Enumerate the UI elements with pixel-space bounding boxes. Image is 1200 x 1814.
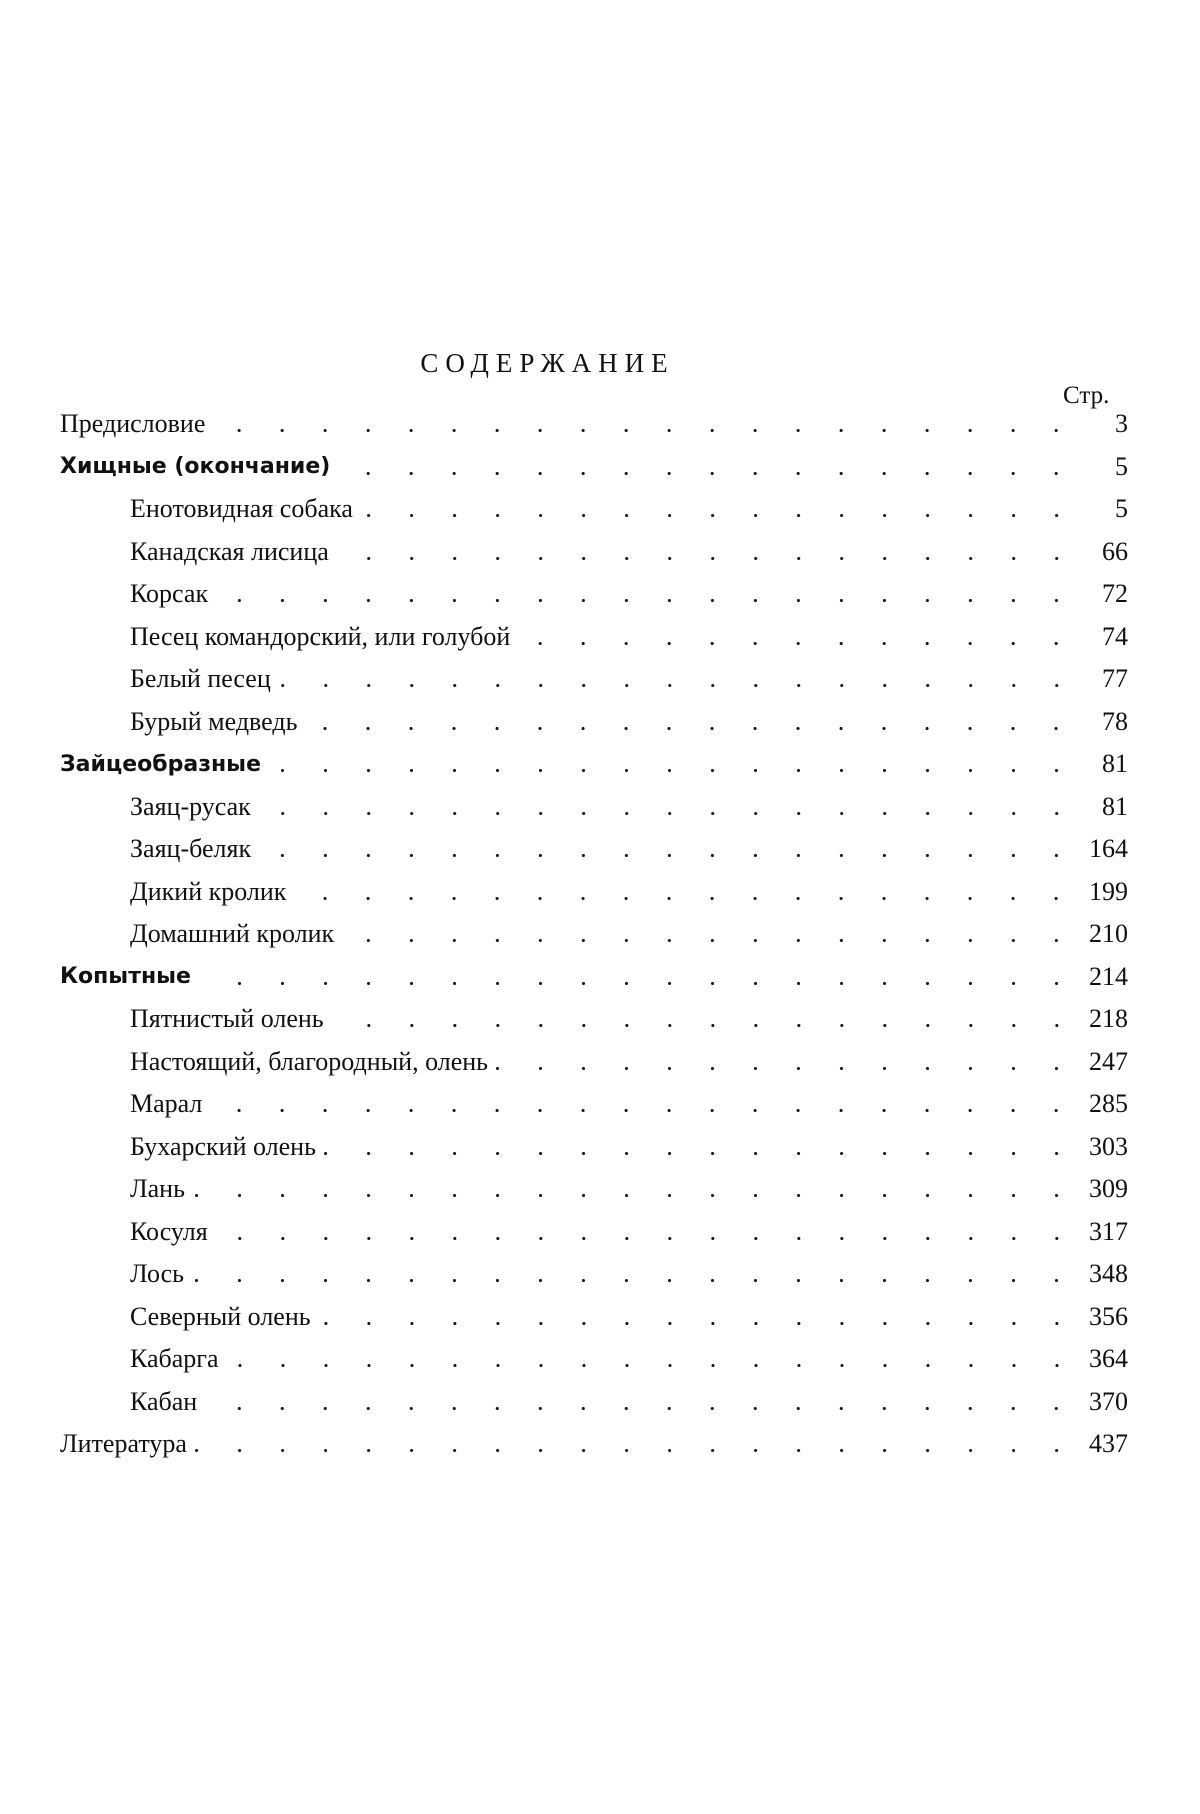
toc-entry (60, 998, 1128, 1041)
dot-leader (361, 488, 1078, 531)
dot-leader (210, 1083, 1078, 1126)
toc-entry-label: Кабан (60, 1387, 205, 1417)
toc-entry-page-number: 5 (1078, 494, 1128, 524)
toc-entry-label: Домашний кролик (60, 919, 342, 949)
dot-leader (269, 743, 1078, 786)
toc-entry-label: Канадская лисица (60, 537, 337, 567)
toc-entry-label: Бурый медведь (60, 707, 305, 737)
dot-leader (227, 1338, 1078, 1381)
dot-leader (199, 956, 1078, 999)
toc-entry (60, 531, 1128, 574)
dot-leader (213, 403, 1078, 446)
toc-entry-label: Настоящий, благородный, олень (60, 1047, 496, 1077)
dot-leader (338, 446, 1078, 489)
toc-entry-page-number: 370 (1078, 1387, 1128, 1417)
toc-entry (60, 1041, 1128, 1084)
toc-entry-page-number: 218 (1078, 1004, 1128, 1034)
toc-entry-page-number: 66 (1078, 537, 1128, 567)
toc-entry-label: Песец командорский, или голубой (60, 622, 518, 652)
toc-entry-page-number: 81 (1078, 749, 1128, 779)
dot-leader (337, 531, 1078, 574)
dot-leader (332, 998, 1078, 1041)
dot-leader (496, 1041, 1078, 1084)
dot-leader (259, 828, 1078, 871)
toc-entry-page-number: 210 (1078, 919, 1128, 949)
toc-entry-label: Пятнистый олень (60, 1004, 332, 1034)
dot-leader (192, 1253, 1078, 1296)
dot-leader (324, 1126, 1078, 1169)
toc-entry-label: Предисловие (60, 409, 213, 439)
toc-entry (60, 1381, 1128, 1424)
toc-entry (60, 403, 1128, 446)
dot-leader (205, 1381, 1078, 1424)
toc-entry-label: Хищные (окончание) (60, 454, 338, 479)
toc-entry-page-number: 317 (1078, 1217, 1128, 1247)
toc-entry (60, 1126, 1128, 1169)
toc-entry-page-number: 348 (1078, 1259, 1128, 1289)
toc-entry (60, 488, 1128, 531)
toc-entry (60, 573, 1128, 616)
toc-entry-label: Лань (60, 1174, 193, 1204)
toc-entry (60, 701, 1128, 744)
toc-entry-page-number: 247 (1078, 1047, 1128, 1077)
toc-entry-page-number: 74 (1078, 622, 1128, 652)
dot-leader (259, 786, 1078, 829)
toc-entry (60, 786, 1128, 829)
toc-entry (60, 1296, 1128, 1339)
toc-entry-page-number: 3 (1078, 409, 1128, 439)
toc-entry (60, 658, 1128, 701)
toc-entry (60, 1083, 1128, 1126)
toc-entry-page-number: 72 (1078, 579, 1128, 609)
toc-entry (60, 956, 1128, 999)
toc-entry (60, 1168, 1128, 1211)
toc-entry (60, 1423, 1128, 1466)
toc-entry-page-number: 199 (1078, 877, 1128, 907)
toc-entry (60, 1253, 1128, 1296)
toc-entry-page-number: 437 (1078, 1429, 1128, 1459)
toc-entry-label: Заяц-русак (60, 792, 259, 822)
toc-entry-page-number: 364 (1078, 1344, 1128, 1374)
dot-leader (342, 913, 1078, 956)
dot-leader (279, 658, 1078, 701)
toc-entry-label: Заяц-беляк (60, 834, 259, 864)
toc-entry-label: Корсак (60, 579, 216, 609)
dot-leader (193, 1168, 1078, 1211)
toc-entry-page-number: 78 (1078, 707, 1128, 737)
dot-leader (518, 616, 1078, 659)
dot-leader (216, 1211, 1078, 1254)
toc-entry-label: Зайцеобразные (60, 752, 269, 777)
toc-entry-label: Лось (60, 1259, 192, 1289)
toc-entry (60, 871, 1128, 914)
toc-entry-page-number: 81 (1078, 792, 1128, 822)
toc-entry-page-number: 309 (1078, 1174, 1128, 1204)
table-of-contents (60, 403, 1128, 1466)
toc-entry-label: Кабарга (60, 1344, 227, 1374)
toc-entry (60, 828, 1128, 871)
dot-leader (305, 701, 1078, 744)
toc-entry (60, 616, 1128, 659)
toc-entry-label: Литература (60, 1429, 195, 1459)
page-column-label: Стр. (1063, 382, 1110, 409)
toc-entry-page-number: 5 (1078, 452, 1128, 482)
toc-entry-label: Белый песец (60, 664, 279, 694)
toc-entry-page-number: 77 (1078, 664, 1128, 694)
toc-entry-page-number: 356 (1078, 1302, 1128, 1332)
toc-entry-page-number: 214 (1078, 962, 1128, 992)
toc-title: СОДЕРЖАНИЕ (420, 348, 675, 378)
toc-entry (60, 743, 1128, 786)
toc-entry-label: Енотовидная собака (60, 494, 361, 524)
toc-entry-page-number: 164 (1078, 834, 1128, 864)
toc-entry-label: Марал (60, 1089, 210, 1119)
dot-leader (216, 573, 1078, 616)
toc-entry-label: Косуля (60, 1217, 216, 1247)
toc-entry (60, 446, 1128, 489)
toc-entry-page-number: 303 (1078, 1132, 1128, 1162)
dot-leader (294, 871, 1078, 914)
toc-entry (60, 1211, 1128, 1254)
dot-leader (195, 1423, 1078, 1466)
toc-entry-label: Дикий кролик (60, 877, 294, 907)
toc-entry (60, 1338, 1128, 1381)
toc-entry (60, 913, 1128, 956)
toc-entry-label: Копытные (60, 964, 199, 989)
toc-entry-label: Северный олень (60, 1302, 319, 1332)
toc-entry-label: Бухарский олень (60, 1132, 324, 1162)
dot-leader (319, 1296, 1078, 1339)
toc-entry-page-number: 285 (1078, 1089, 1128, 1119)
